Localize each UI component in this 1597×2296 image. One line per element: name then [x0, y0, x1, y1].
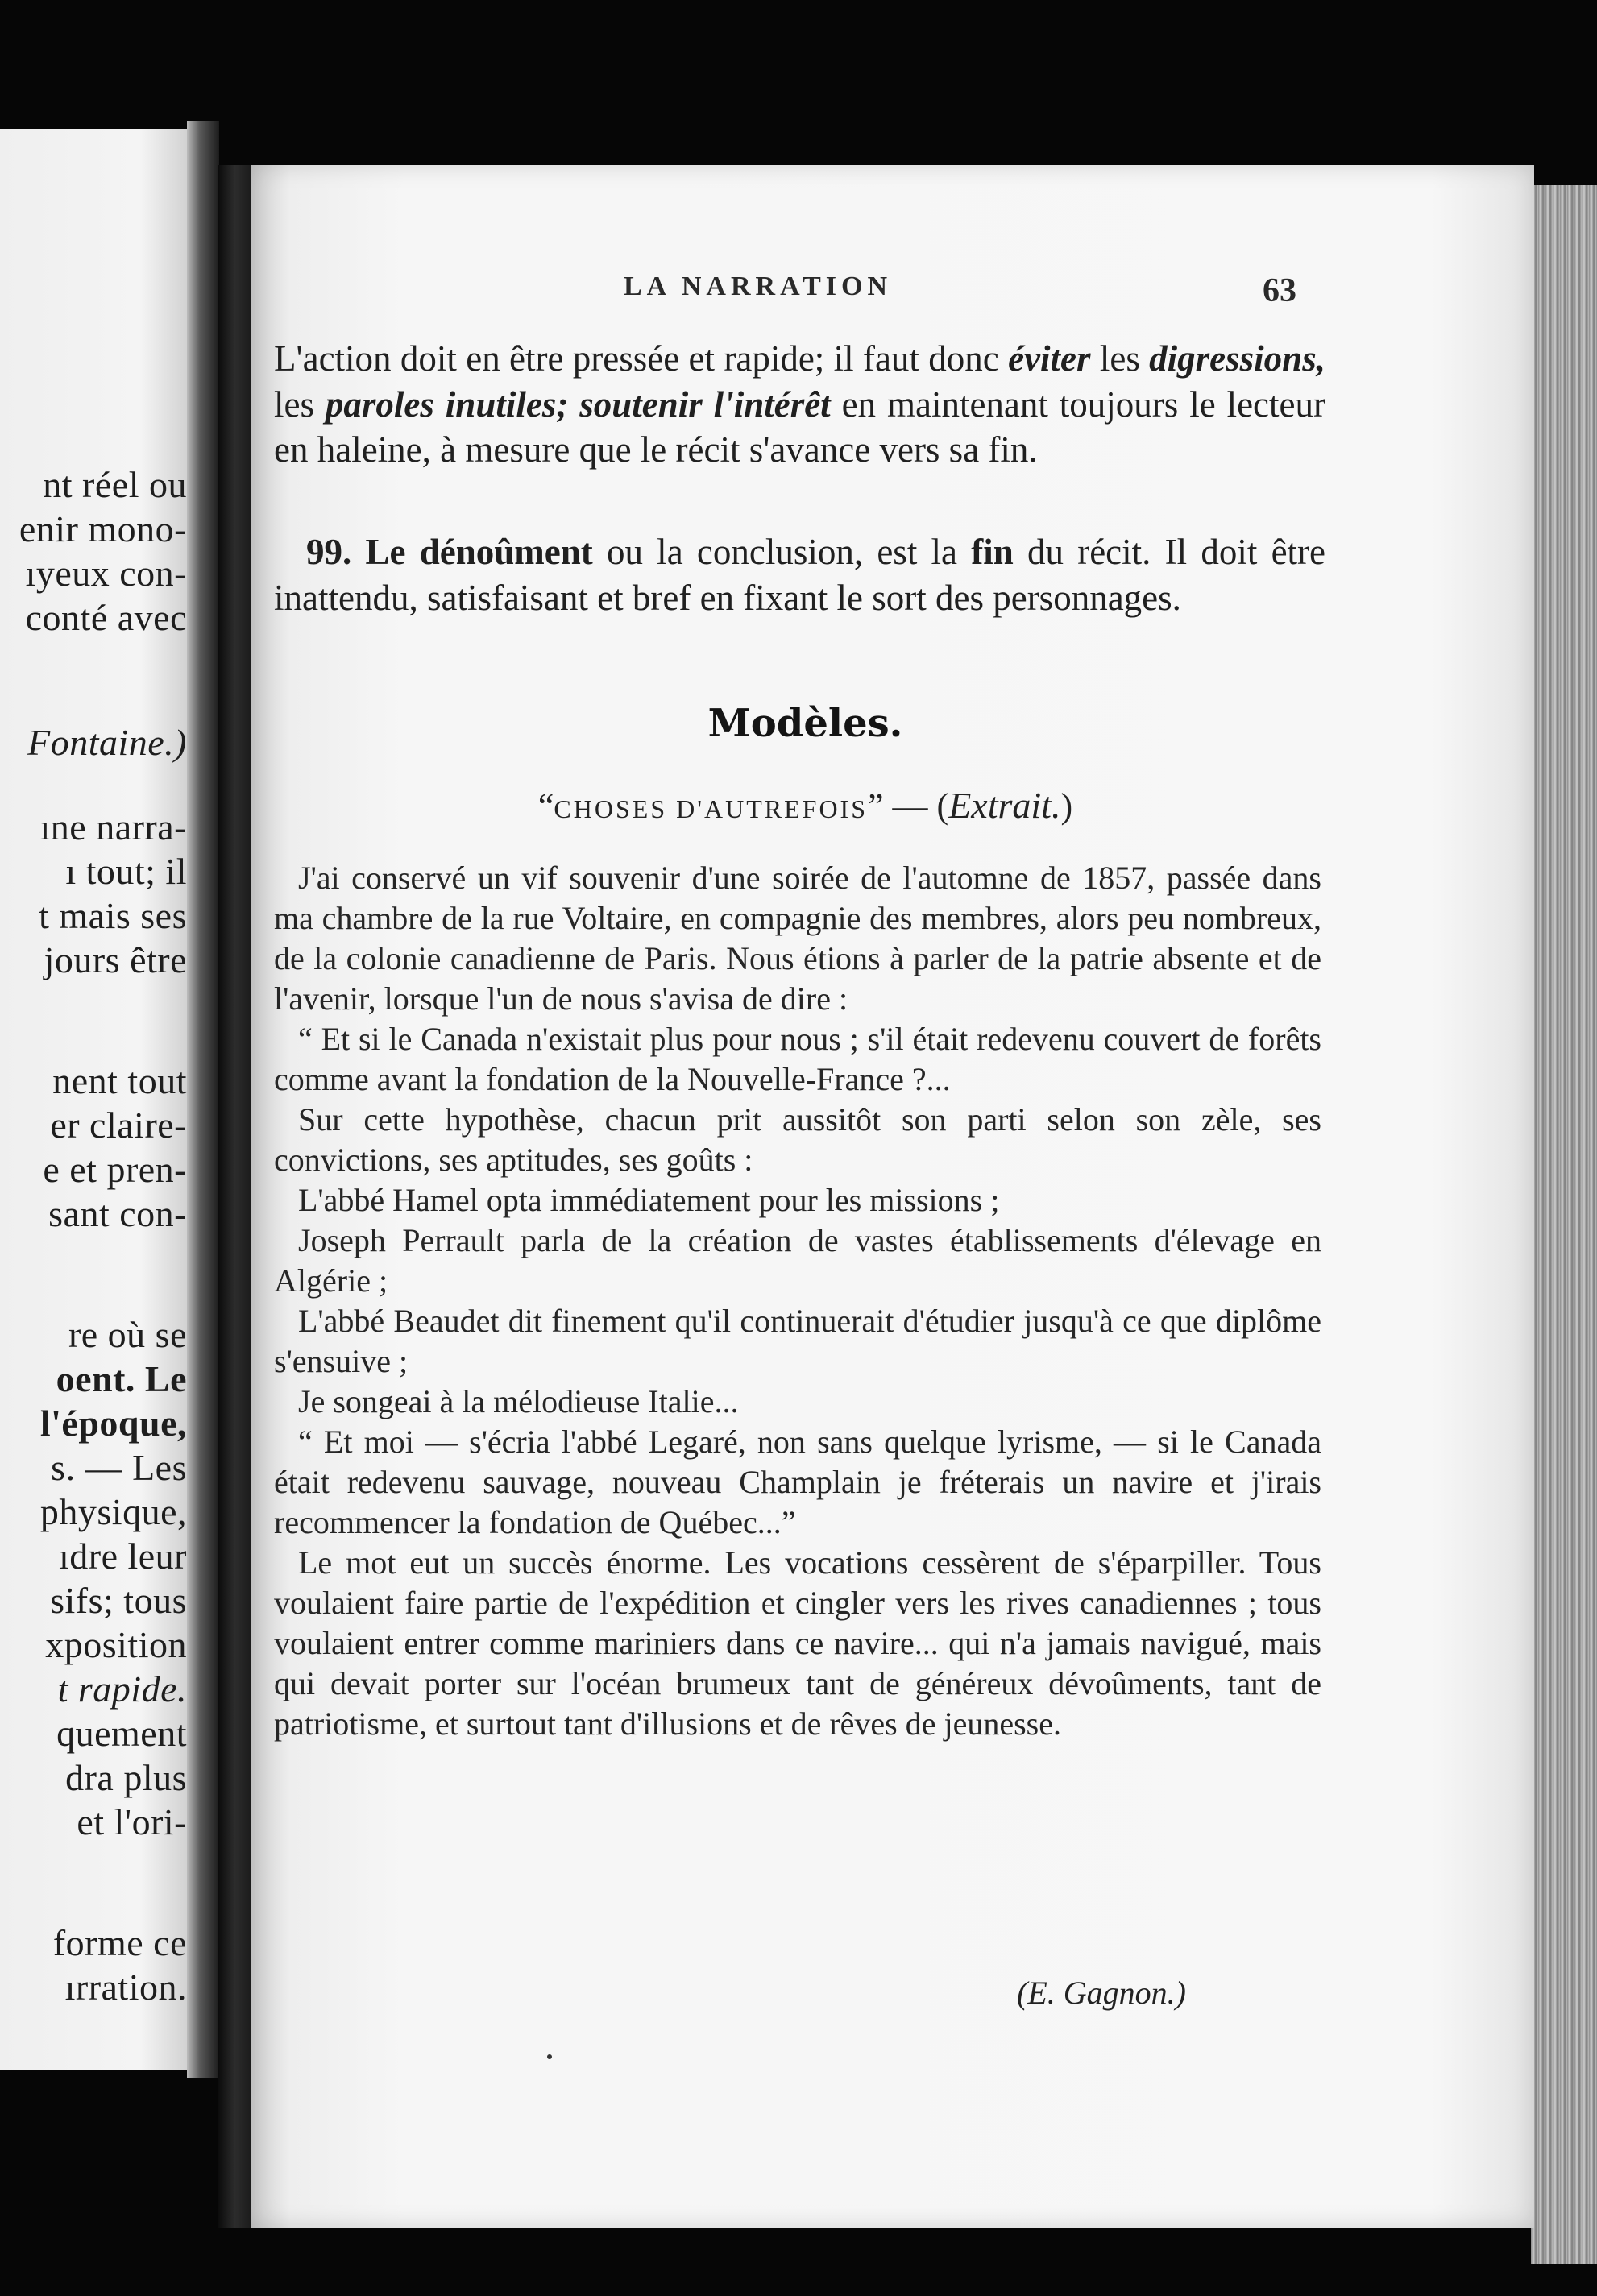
excerpt-paragraph: “ Et moi — s'écria l'abbé Legaré, non sans quelque lyrisme, — si le Canada était redevenu sauvage, nouveau Champlain je fréterais un navire et j'irais recommencer la fondation de Québec...”: [274, 1424, 1321, 1540]
excerpt-paragraph: L'abbé Beaudet dit finement qu'il continuerait d'étudier jusqu'à ce que diplôme s'ensuive ;: [274, 1303, 1321, 1379]
excerpt-paragraph: Je songeai à la mélodieuse Italie...: [298, 1383, 739, 1419]
left-page-line: conté avec: [25, 597, 187, 638]
section-title: Modèles.: [707, 701, 903, 746]
excerpt-work-name: CHOSES D'AUTREFOIS: [554, 794, 868, 823]
author-signature: (E. Gagnon.): [1017, 1975, 1186, 2011]
excerpt-title: “CHOSES D'AUTREFOIS” — (Extrait.): [537, 785, 1073, 826]
left-page-line: dra plus: [65, 1757, 187, 1798]
ink-dot: [547, 2054, 552, 2059]
left-page-line: t rapide.: [57, 1668, 187, 1710]
left-page-line: jours être: [44, 939, 187, 980]
paragraph-action: L'action doit en être pressée et rapide; il faut donc éviter les digressions, les paroles inutiles; soutenir l'intérêt en maintenant toujours le lecteur en haleine, à mesure que le récit s'avance vers sa fin.: [274, 338, 1325, 470]
excerpt-paragraph: Sur cette hypothèse, chacun prit aussitôt son parti selon son zèle, ses convictions, ses aptitudes, ses goûts :: [274, 1101, 1321, 1178]
left-page-line: xposition: [45, 1624, 187, 1665]
left-page-line: enir mono-: [19, 508, 187, 549]
left-page-line: ırration.: [64, 1967, 187, 2008]
running-head: LA NARRATION: [624, 271, 893, 301]
left-page-line: re où se: [68, 1314, 187, 1355]
left-page-line: er claire-: [50, 1104, 187, 1146]
book-binding: [218, 165, 256, 2228]
page-edges: [1531, 185, 1597, 2264]
excerpt-paragraph: J'ai conservé un vif souvenir d'une soirée de l'automne de 1857, passée dans ma chambre de la rue Voltaire, en compagnie des membres, alors peu nombreux, de la colonie canadienne de Paris. Nous étions à parler de la patrie absente et de l'avenir, lorsque l'un de nous s'avisa de dire :: [274, 860, 1321, 1017]
left-page-line: ıdre leur: [58, 1536, 187, 1577]
left-page-line: s. — Les: [51, 1447, 187, 1488]
left-page-line: quement: [56, 1713, 187, 1754]
left-page-line: t mais ses: [39, 895, 187, 936]
left-page-line: ıyeux con-: [25, 553, 187, 594]
page-number: 63: [1263, 272, 1296, 309]
quoted-excerpt: [274, 858, 1321, 1744]
excerpt-paragraph: L'abbé Hamel opta immédiatement pour les missions ;: [298, 1182, 1000, 1218]
book-page: [251, 165, 1534, 2228]
left-page-line: sant con-: [48, 1193, 187, 1234]
term-denouement: Le dénoûment: [365, 532, 593, 572]
excerpt-paragraph: “ Et si le Canada n'existait plus pour nous ; s'il était redevenu couvert de forêts comme avant la fondation de la Nouvelle-France ?...: [274, 1021, 1321, 1097]
left-page-line: l'époque,: [39, 1403, 187, 1444]
left-page-line: oent. Le: [56, 1358, 187, 1399]
left-page-line: e et pren-: [43, 1149, 187, 1190]
paragraph-number: 99.: [306, 532, 352, 572]
excerpt-paragraph: Joseph Perrault parla de la création de vastes établissements d'élevage en Algérie ;: [274, 1222, 1321, 1299]
left-page-gutter: [187, 121, 219, 2078]
left-page-line: nent tout: [52, 1060, 187, 1101]
left-page-line: Fontaine.): [27, 722, 187, 763]
excerpt-paragraph: Le mot eut un succès énorme. Les vocations cessèrent de s'éparpiller. Tous voulaient faire partie de l'expédition et cingler vers les rives canadiennes ; tous voulaient entrer comme mariniers dans ce navire... qui n'a jamais navigué, mais qui devait porter sur l'océan brumeux tant de généreux dévoûments, tant de patriotisme, et surtout tant d'illusions et de rêves de jeunesse.: [274, 1544, 1321, 1742]
page-header: [251, 271, 1534, 320]
left-page-line: forme ce: [52, 1922, 187, 1963]
left-page-line: et l'ori-: [77, 1801, 187, 1842]
left-page-line: nt réel ou: [43, 464, 187, 505]
left-page-line: ıne narra-: [39, 806, 187, 848]
left-page-line: sifs; tous: [50, 1580, 187, 1621]
paragraph-denouement: 99. Le dénoûment ou la conclusion, est la fin du récit. Il doit être inattendu, satisfaisant et bref en fixant le sort des personnages.: [274, 532, 1326, 618]
left-page-line: ı tout; il: [65, 851, 187, 892]
left-page-line: physique,: [39, 1491, 187, 1532]
left-page-fragment: [0, 129, 201, 2070]
